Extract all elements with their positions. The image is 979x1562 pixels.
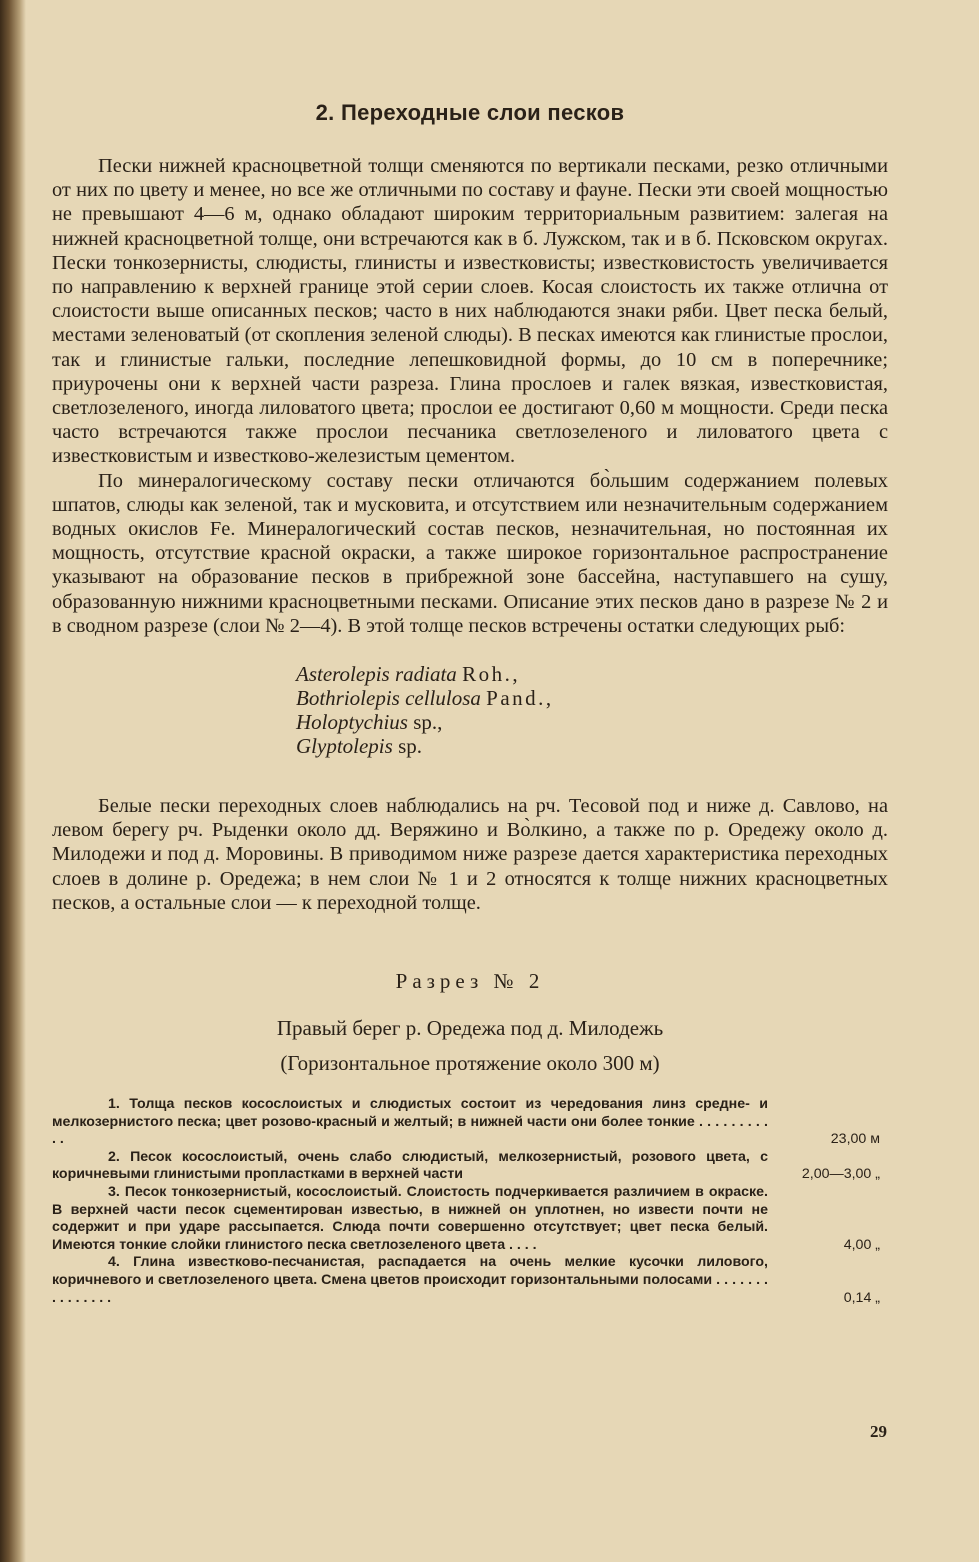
- section-location: Правый берег р. Оредежа под д. Милодежь: [276, 1016, 664, 1041]
- species-author: sp.: [413, 710, 438, 735]
- layer-description: 2. Песок косослоистый, очень слабо слюдистый, мелкозернистый, розового цвета, с коричневыми глинистыми пропластками в верхней части: [52, 1148, 768, 1183]
- species-latin: Holoptychius: [296, 710, 408, 735]
- layer-description: 4. Глина известково-песчанистая, распадается на очень мелкие кусочки лилового, коричневого и светлозеленого цвета. Смена цветов происходит горизонтальными полосами . . . . . . . . . . . . . . .: [52, 1254, 768, 1306]
- body-text-block-2: [52, 794, 888, 915]
- species-item: Holoptychius sp.,: [296, 710, 443, 735]
- species-item: Asterolepis radiata Roh.,: [296, 662, 518, 687]
- species-item: [296, 734, 888, 758]
- layer-description: 1. Толща песков косослоистых и слюдистых состоит из чередования линз средне- и мелкозернистого песка; цвет розово-красный и желтый; в нижней части они более тонкие . . . . . . . . . . .: [52, 1096, 768, 1148]
- layer-thickness: 0,14 „: [843, 1289, 880, 1306]
- book-spine-shadow: [0, 0, 26, 1562]
- layer-thickness: 4,00 „: [843, 1236, 880, 1253]
- species-author: sp.: [398, 734, 423, 759]
- layer-thickness: 2,00—3,00 „: [801, 1166, 880, 1183]
- species-latin: Bothriolepis cellulosa: [296, 686, 481, 711]
- layer-item: [52, 1184, 888, 1254]
- species-latin: Glyptolepis: [296, 734, 393, 759]
- species-item: Bothriolepis cellulosa Pand.,: [296, 686, 552, 711]
- layers-list: [52, 1096, 888, 1307]
- layer-description: 3. Песок тонкозернистый, косослоистый. Слоистость подчеркивается различием в окраске. В верхней части песок сцементирован известью, в нижней он уплотнен, но извести почти не содержит и при ударе рассыпается. Слюда почти совершенно отсутствует; цвет песка белый. Имеются тонкие слойки глинистого песка светлозеленого цвета . . . .: [52, 1184, 768, 1253]
- paragraph-3: Белые пески переходных слоев наблюдались на рч. Тесовой под и ниже д. Савлово, на левом берегу рч. Рыденки около дд. Веряжино и Во̀лкино, а также по р. Оредежу около д. Милодежи и под д. Моровины. В приводимом ниже разрезе дается характеристика переходных слоев в долине р. Оредежа; в нем слои № 1 и 2 относятся к толще нижних красноцветных песков, а остальные слои — к переходной толще.: [52, 795, 888, 914]
- layer-item: [52, 1096, 888, 1149]
- page-number: 29: [870, 1422, 887, 1441]
- section-extent: (Горизонтальное протяжение около 300 м): [280, 1051, 660, 1076]
- section-title: Разрез № 2: [395, 969, 545, 994]
- species-latin: Asterolepis radiata: [296, 662, 457, 687]
- section-heading: 2. Переходные слои песков: [315, 100, 625, 125]
- species-author: Pand.: [486, 686, 546, 711]
- page-content: [52, 100, 888, 1307]
- body-text-block: [52, 154, 888, 638]
- species-author: Roh.: [462, 662, 513, 687]
- layer-item: [52, 1254, 888, 1307]
- species-list: [296, 662, 888, 758]
- layer-thickness: 23,00 м: [830, 1131, 880, 1148]
- paragraph-1: Пески нижней красноцветной толщи сменяются по вертикали песками, резко отличными от них по цвету и менее, но все же отличными по составу и фауне. Пески эти своей мощностью не превышают 4—6 м, однако обладают широким территориальным развитием: залегая на нижней красноцветной толще, они встречаются как в б. Лужском, так и в б. Псковском округах. Пески тонкозернисты, слюдисты, глинисты и известковисты; известковистость увеличивается по направлению к верхней границе этой серии слоев. Косая слоистость их также отлична от слоистости выше описанных песков; часто в них наблюдаются знаки ряби. Цвет песка белый, местами зеленоватый (от скопления зеленой слюды). В песках имеются как глинистые прослои, так и глинистые гальки, последние лепешковидной формы, до 10 см в поперечнике; приурочены они к верхней части разреза. Глина прослоев и галек вязкая, известковистая, светлозеленого, иногда лиловатого цвета; прослои ее достигают 0,60 м мощности. Среди песка часто встречаются также прослои песчаника светлозеленого и лиловатого цвета с известковистым и известково-железистым цементом.: [52, 155, 888, 468]
- layer-item: [52, 1149, 888, 1184]
- paragraph-2: По минералогическому составу пески отличаются бо̀льшим содержанием полевых шпатов, слюды как зеленой, так и мусковита, и отсутствием или незначительным содержанием водных окислов Fe. Минералогический состав песков, незначительная, но постоянная их мощность, отсутствие красной окраски, а также широкое горизонтальное распространение указывают на образование песков в прибрежной зоне бассейна, наступавшего на сушу, образованную нижними красноцветными песками. Описание этих песков дано в разрезе № 2 и в сводном разрезе (слои № 2—4). В этой толще песков встречены остатки следующих рыб:: [52, 469, 888, 637]
